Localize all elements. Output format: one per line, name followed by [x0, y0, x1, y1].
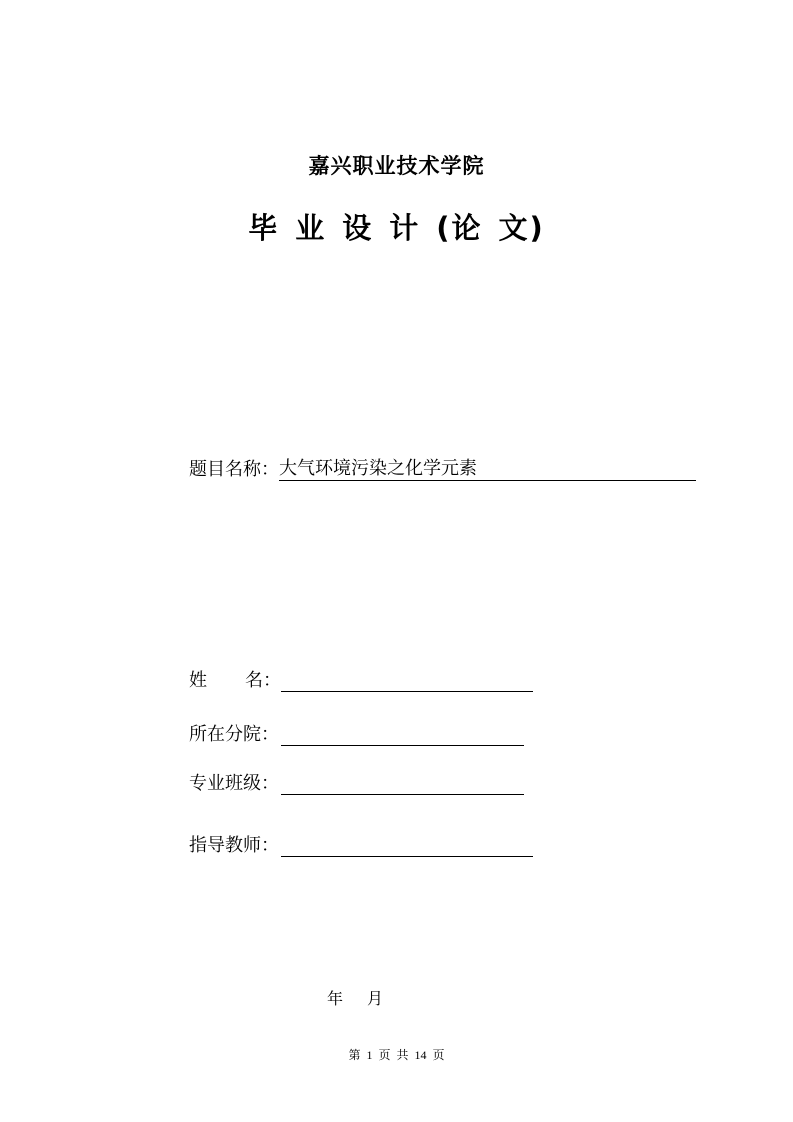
name-field[interactable] — [281, 668, 533, 692]
heading-char: 毕 — [248, 211, 280, 245]
total-pages-number: 14 — [414, 1048, 427, 1062]
department-row — [189, 720, 524, 746]
page-prefix: 第 — [348, 1048, 361, 1062]
topic-row — [189, 455, 696, 481]
heading-char: 文) — [498, 211, 545, 245]
advisor-field[interactable] — [281, 833, 533, 857]
page-footer — [0, 1046, 793, 1063]
advisor-label: 指导教师： — [189, 835, 279, 856]
department-field[interactable] — [281, 722, 524, 746]
name-label — [189, 666, 281, 692]
name-row — [189, 666, 533, 692]
heading-char: (论 — [436, 211, 483, 245]
thesis-heading — [0, 206, 793, 247]
name-label-second: 名： — [245, 670, 281, 691]
school-name: 嘉兴职业技术学院 — [308, 153, 485, 178]
date-line — [327, 986, 383, 1009]
total-prefix: 共 — [396, 1048, 409, 1062]
page-unit: 页 — [378, 1048, 391, 1062]
month-label: 月 — [367, 989, 384, 1008]
department-label: 所在分院： — [189, 724, 279, 745]
class-label: 专业班级： — [189, 773, 279, 794]
advisor-row — [189, 831, 533, 857]
topic-field[interactable]: 大气环境污染之化学元素 — [279, 457, 696, 481]
topic-label: 题目名称： — [189, 459, 279, 480]
total-unit: 页 — [432, 1048, 445, 1062]
heading-char: 计 — [389, 211, 421, 245]
year-label: 年 — [327, 989, 344, 1008]
class-row — [189, 769, 524, 795]
name-label-first: 姓 — [189, 670, 207, 691]
current-page-number: 1 — [366, 1048, 373, 1062]
heading-char: 设 — [342, 211, 374, 245]
heading-char: 业 — [295, 211, 327, 245]
class-field[interactable] — [281, 771, 524, 795]
